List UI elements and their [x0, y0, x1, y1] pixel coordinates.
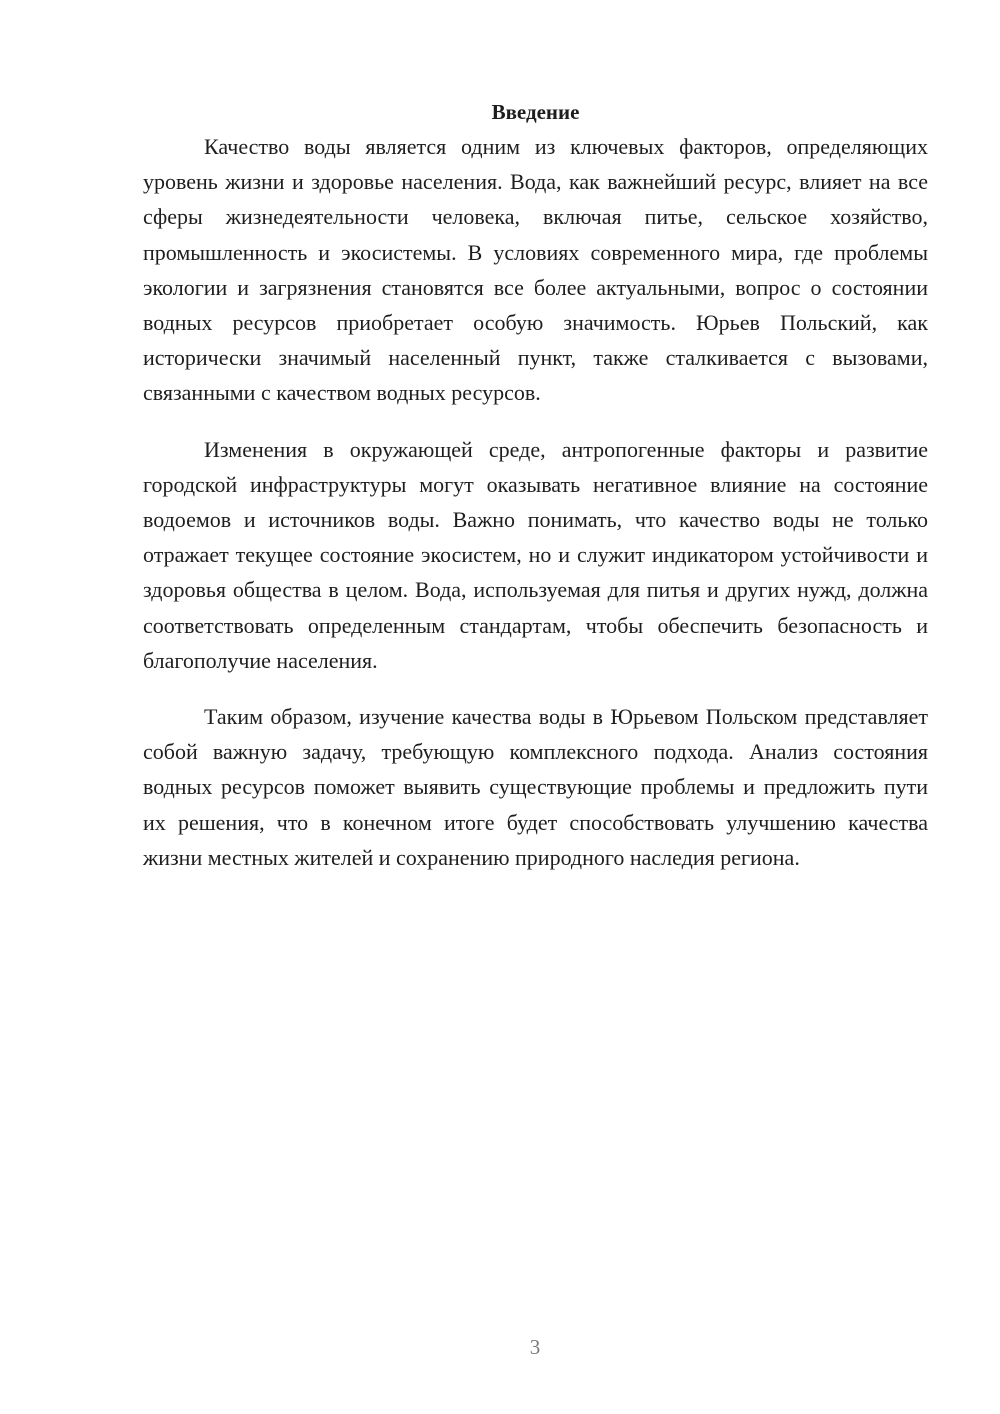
paragraph-1: Качество воды является одним из ключевых факторов, определяющих уровень жизни и здоровье населения. Вода, как важнейший ресурс, влияет на все сферы жизнедеятельности человека, включая питье, сельское хозяйство, промышленность и экосистемы. В условиях современного мира, где проблемы экологии и загрязнения становятся все более актуальными, вопрос о состоянии водных ресурсов приобретает особую значимость. Юрьев Польский, как исторически значимый населенный пункт, также сталкивается с вызовами, связанными с качеством водных ресурсов. [143, 134, 928, 406]
page-content [143, 97, 928, 875]
paragraph-3: Таким образом, изучение качества воды в Юрьевом Польском представляет собой важную задачу, требующую комплексного подхода. Анализ состояния водных ресурсов поможет выявить существующие проблемы и предложить пути их решения, что в конечном итоге будет способствовать улучшению качества жизни местных жителей и сохранению природного наследия региона. [143, 704, 928, 870]
section-heading: Введение [491, 100, 580, 124]
paragraph-2: Изменения в окружающей среде, антропогенные факторы и развитие городской инфраструктуры могут оказывать негативное влияние на состояние водоемов и источников воды. Важно понимать, что качество воды не только отражает текущее состояние экосистем, но и служит индикатором устойчивости и здоровья общества в целом. Вода, используемая для питья и других нужд, должна соответствовать определенным стандартам, чтобы обеспечить безопасность и благополучие населения. [143, 436, 928, 673]
page-number: 3 [529, 1335, 541, 1359]
